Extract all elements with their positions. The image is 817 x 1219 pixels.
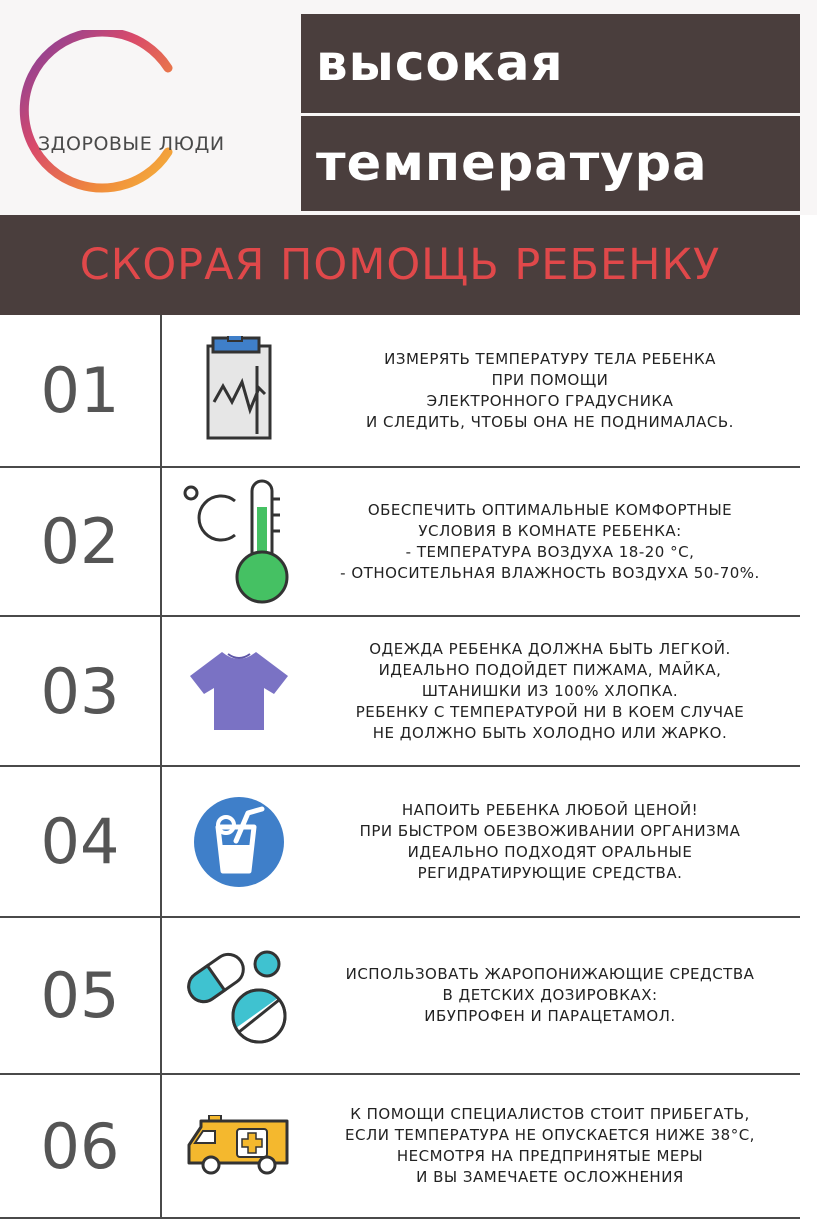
step-number-cell — [0, 468, 162, 615]
step-number: 05 — [40, 959, 120, 1032]
step-text — [300, 617, 800, 765]
step-text-line: ЭЛЕКТРОННОГО ГРАДУСНИКА — [426, 391, 674, 410]
step-text-line: НАПОИТЬ РЕБЕНКА ЛЮБОЙ ЦЕНОЙ! — [401, 800, 699, 819]
step-text — [300, 767, 800, 916]
step-text-line: ИСПОЛЬЗОВАТЬ ЖАРОПОНИЖАЮЩИЕ СРЕДСТВА — [345, 965, 755, 983]
step-text-line: И СЛЕДИТЬ, ЧТОБЫ ОНА НЕ ПОДНИМАЛАСЬ. — [366, 412, 734, 431]
step-number-cell — [0, 1075, 162, 1217]
title-line-2: температура — [316, 134, 708, 192]
step-text-line: ИДЕАЛЬНО ПОДХОДЯТ ОРАЛЬНЫЕ — [407, 842, 693, 861]
step-text-line: ИБУПРОФЕН И ПАРАЦЕТАМОЛ. — [424, 1007, 676, 1025]
step-number: 03 — [40, 654, 120, 728]
brand-logo — [16, 30, 286, 205]
step-row — [0, 617, 800, 767]
step-text — [300, 1075, 800, 1217]
step-text-line: И ВЫ ЗАМЕЧАЕТЕ ОСЛОЖНЕНИЯ — [416, 1168, 684, 1186]
step-row — [0, 468, 800, 617]
thermometer-celsius-icon — [177, 479, 302, 604]
pills-icon — [184, 946, 294, 1046]
step-text-line: НЕСМОТРЯ НА ПРЕДПРИНЯТЫЕ МЕРЫ — [396, 1147, 704, 1165]
step-number-cell — [0, 767, 162, 916]
step-row — [0, 315, 800, 468]
step-text-line: ОБЕСПЕЧИТЬ ОПТИМАЛЬНЫЕ КОМФОРТНЫЕ — [367, 500, 733, 519]
step-text-line: РЕБЕНКУ С ТЕМПЕРАТУРОЙ НИ В КОЕМ СЛУЧАЕ — [355, 702, 745, 721]
step-icon-cell — [164, 1075, 314, 1217]
step-icon-cell — [164, 918, 314, 1073]
step-text-line: ПРИ ПОМОЩИ — [491, 370, 609, 389]
step-row — [0, 1075, 800, 1219]
ambulance-icon — [187, 1115, 291, 1177]
step-text — [300, 918, 800, 1073]
step-text-line: ПРИ БЫСТРОМ ОБЕЗВОЖИВАНИИ ОРГАНИЗМА — [359, 821, 741, 840]
step-text-line: УСЛОВИЯ В КОМНАТЕ РЕБЕНКА: — [418, 521, 682, 540]
step-row — [0, 767, 800, 918]
step-text-line: РЕГИДРАТИРУЮЩИЕ СРЕДСТВА. — [417, 863, 683, 882]
step-icon-cell — [164, 617, 314, 765]
chart-clipboard-icon — [199, 336, 279, 446]
banner-title: СКОРАЯ ПОМОЩЬ РЕБЕНКУ — [79, 240, 721, 290]
step-text-line: ИЗМЕРЯТЬ ТЕМПЕРАТУРУ ТЕЛА РЕБЕНКА — [384, 349, 716, 368]
step-text — [300, 315, 800, 466]
step-text-line: К ПОМОЩИ СПЕЦИАЛИСТОВ СТОИТ ПРИБЕГАТЬ, — [350, 1105, 750, 1123]
title-line-1: высокая — [316, 34, 564, 92]
drink-glass-icon — [192, 795, 286, 889]
t-shirt-icon — [188, 650, 290, 732]
step-row — [0, 918, 800, 1075]
step-icon-cell — [164, 315, 314, 466]
step-text-line: - ТЕМПЕРАТУРА ВОЗДУХА 18-20 °С, — [405, 542, 695, 561]
step-text — [300, 468, 800, 615]
step-text-line: ОДЕЖДА РЕБЕНКА ДОЛЖНА БЫТЬ ЛЕГКОЙ. — [369, 639, 731, 658]
step-text-line: - ОТНОСИТЕЛЬНАЯ ВЛАЖНОСТЬ ВОЗДУХА 50-70%. — [340, 563, 760, 582]
step-text-line: НЕ ДОЛЖНО БЫТЬ ХОЛОДНО ИЛИ ЖАРКО. — [372, 723, 728, 742]
step-number-cell — [0, 918, 162, 1073]
title-divider — [301, 113, 800, 116]
step-icon-cell — [164, 767, 314, 916]
step-text-line: ИДЕАЛЬНО ПОДОЙДЕТ ПИЖАМА, МАЙКА, — [378, 660, 722, 679]
step-number-cell — [0, 617, 162, 765]
step-number: 04 — [40, 805, 120, 878]
step-text-line: В ДЕТСКИХ ДОЗИРОВКАХ: — [442, 986, 658, 1004]
brand-name: ЗДОРОВЫЕ ЛЮДИ — [38, 133, 225, 155]
step-number: 02 — [40, 505, 120, 578]
step-text-line: ШТАНИШКИ ИЗ 100% ХЛОПКА. — [421, 681, 679, 700]
step-number: 06 — [40, 1109, 120, 1183]
steps-list — [0, 315, 800, 1219]
ring-logo-icon — [16, 30, 216, 205]
step-icon-cell — [164, 468, 314, 615]
step-text-line: ЕСЛИ ТЕМПЕРАТУРА НЕ ОПУСКАЕТСЯ НИЖЕ 38°С, — [345, 1126, 755, 1144]
step-number-cell — [0, 315, 162, 466]
step-number: 01 — [40, 354, 120, 427]
